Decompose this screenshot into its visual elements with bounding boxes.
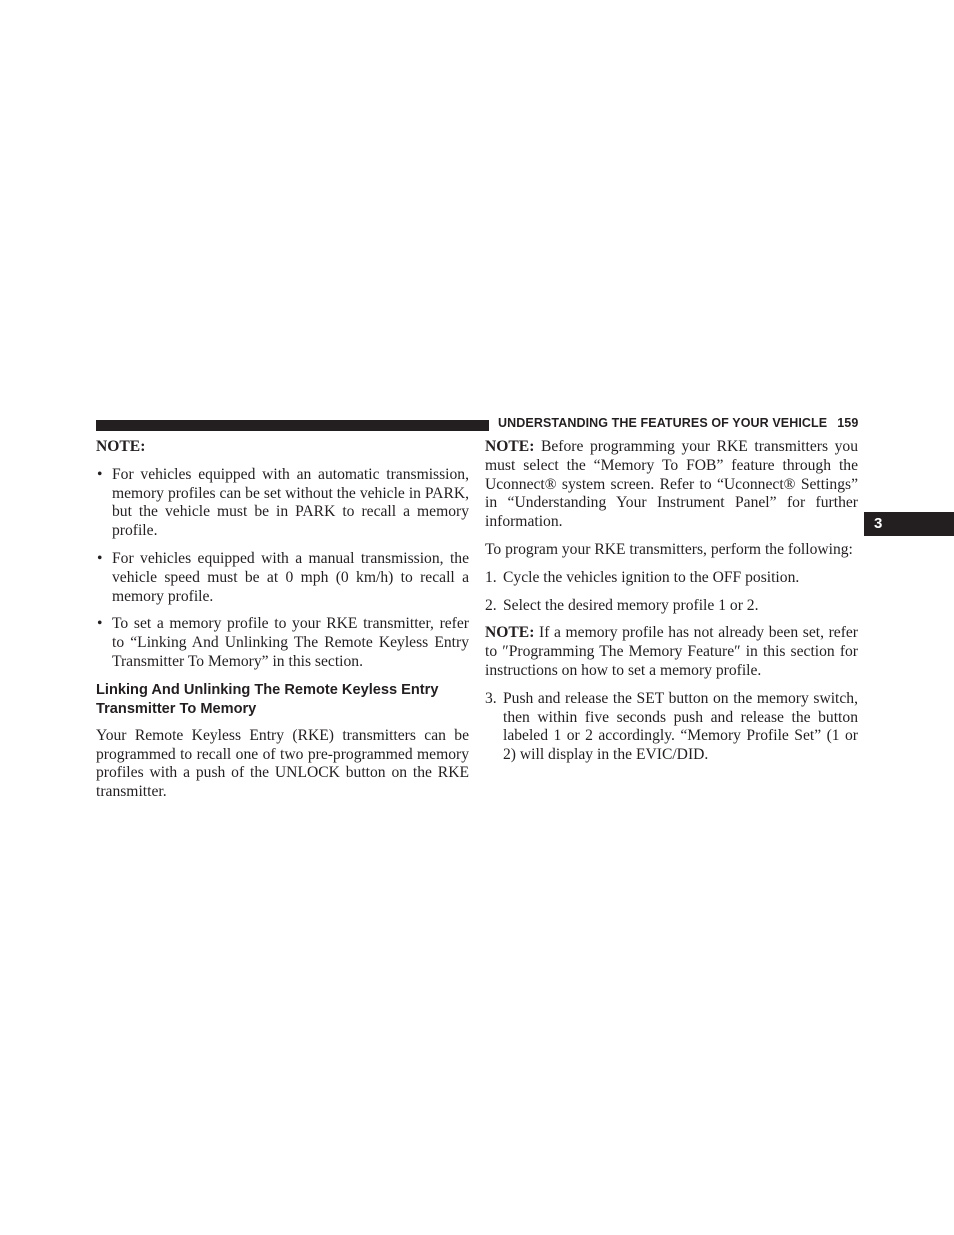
chapter-tab: 3 xyxy=(864,512,954,536)
step-number: 2. xyxy=(485,596,497,614)
intro-paragraph: To program your RKE transmitters, perform the following: xyxy=(485,540,853,558)
note-text: Before programming your RKE transmitters you must select the “Memory To FOB” feature through the Uconnect® system screen. Refer to “Uconnect® Settings” in “Understanding Your Instrument Panel” for further information. xyxy=(485,438,858,531)
list-item xyxy=(96,466,469,541)
left-column xyxy=(96,438,469,811)
bullet-icon: • xyxy=(97,615,103,633)
note-text: If a memory profile has not already been set, refer to ″Programming The Memory Feature″ in this section for instructions on how to set a memory profile. xyxy=(485,624,858,679)
note-paragraph xyxy=(485,438,858,532)
bullet-text: For vehicles equipped with a manual transmission, the vehicle speed must be at 0 mph (0 km/h) to recall a memory profile. xyxy=(112,549,469,605)
list-item xyxy=(96,615,469,671)
step-number: 1. xyxy=(485,568,497,586)
body-paragraph: Your Remote Keyless Entry (RKE) transmitters can be programmed to recall one of two pre-programmed memory profiles with a push of the UNLOCK button on the RKE transmitter. xyxy=(96,726,469,801)
running-title: UNDERSTANDING THE FEATURES OF YOUR VEHICLE xyxy=(498,416,828,430)
bullet-icon: • xyxy=(97,549,103,567)
step-text: Select the desired memory profile 1 or 2. xyxy=(503,596,759,614)
list-item xyxy=(485,690,858,765)
steps-list xyxy=(485,690,858,765)
note-label: NOTE: xyxy=(96,438,146,455)
page-number: 159 xyxy=(837,416,859,430)
note-label: NOTE: xyxy=(485,624,535,642)
step-text: Cycle the vehicles ignition to the OFF position. xyxy=(503,568,800,586)
header-rule xyxy=(96,420,489,431)
bullet-icon: • xyxy=(97,465,103,483)
running-header xyxy=(498,416,858,430)
list-item xyxy=(485,597,858,616)
list-item xyxy=(96,550,469,606)
right-column xyxy=(485,438,858,774)
note-bullet-list xyxy=(96,466,469,672)
note-label: NOTE: xyxy=(485,438,535,455)
note-paragraph xyxy=(485,624,858,680)
step-text: Push and release the SET button on the memory switch, then within five seconds push and release the button labeled 1 or 2 accordingly. “Memory Profile Set” (1 or 2) will display in the EVIC/DID. xyxy=(503,689,858,764)
section-heading: Linking And Unlinking The Remote Keyless Entry Transmitter To Memory xyxy=(96,681,439,717)
step-number: 3. xyxy=(485,689,497,707)
steps-list xyxy=(485,569,858,616)
bullet-text: For vehicles equipped with an automatic transmission, memory profiles can be set without the vehicle in PARK, but the vehicle must be in PARK to recall a memory profile. xyxy=(112,465,469,540)
bullet-text: To set a memory profile to your RKE transmitter, refer to “Linking And Unlinking The Remote Keyless Entry Transmitter To Memory” in this section. xyxy=(112,615,469,670)
list-item xyxy=(485,569,858,588)
